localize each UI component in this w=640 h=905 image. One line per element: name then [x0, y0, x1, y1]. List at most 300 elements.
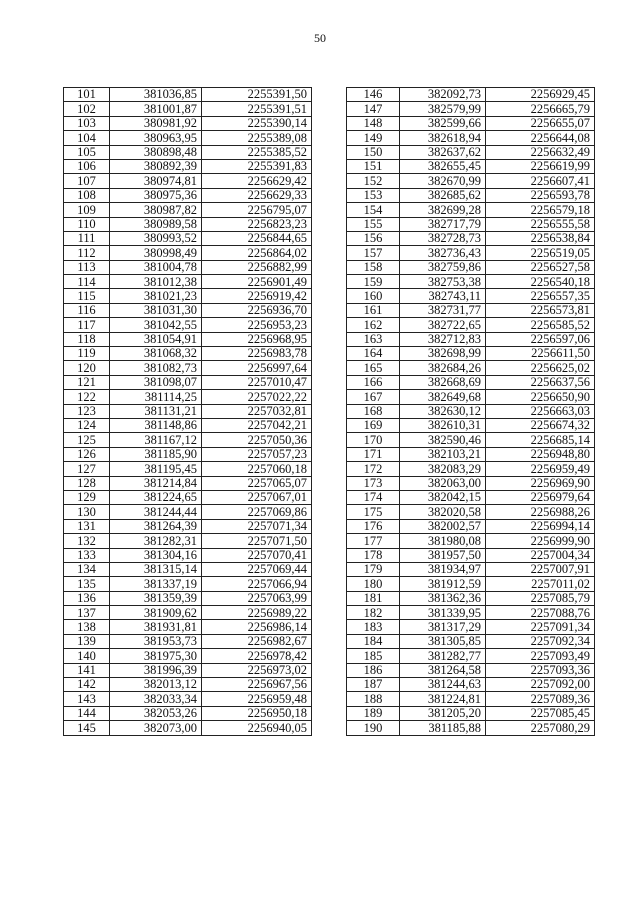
table-row: [64, 174, 312, 188]
point-number-cell: 144: [64, 706, 110, 720]
x-coordinate-cell: 381304,16: [110, 548, 202, 562]
y-coordinate-cell: 2256685,14: [486, 433, 595, 447]
x-coordinate-cell: 382759,86: [400, 260, 486, 274]
x-coordinate-cell: 382753,38: [400, 275, 486, 289]
x-coordinate-cell: 382063,00: [400, 476, 486, 490]
y-coordinate-cell: 2257092,00: [486, 678, 595, 692]
point-number-cell: 115: [64, 289, 110, 303]
y-coordinate-cell: 2256823,23: [202, 217, 312, 231]
table-row: [347, 174, 595, 188]
point-number-cell: 145: [64, 721, 110, 735]
x-coordinate-cell: 381337,19: [110, 577, 202, 591]
point-number-cell: 159: [347, 275, 400, 289]
x-coordinate-cell: 382630,12: [400, 404, 486, 418]
point-number-cell: 133: [64, 548, 110, 562]
table-row: [347, 663, 595, 677]
y-coordinate-cell: 2256968,95: [202, 332, 312, 346]
y-coordinate-cell: 2256901,49: [202, 275, 312, 289]
y-coordinate-cell: 2256979,64: [486, 490, 595, 504]
point-number-cell: 183: [347, 620, 400, 634]
point-number-cell: 162: [347, 318, 400, 332]
point-number-cell: 171: [347, 447, 400, 461]
table-row: [347, 217, 595, 231]
table-row: [64, 347, 312, 361]
y-coordinate-cell: 2256969,90: [486, 476, 595, 490]
table-row: [64, 318, 312, 332]
x-coordinate-cell: 382618,94: [400, 131, 486, 145]
x-coordinate-cell: 382599,66: [400, 116, 486, 130]
table-row: [64, 303, 312, 317]
y-coordinate-cell: 2256593,78: [486, 188, 595, 202]
x-coordinate-cell: 381167,12: [110, 433, 202, 447]
y-coordinate-cell: 2256625,02: [486, 361, 595, 375]
x-coordinate-cell: 381264,58: [400, 663, 486, 677]
table-row: [64, 246, 312, 260]
y-coordinate-cell: 2256663,03: [486, 404, 595, 418]
table-row: [347, 490, 595, 504]
table-row: [347, 332, 595, 346]
table-row: [347, 606, 595, 620]
y-coordinate-cell: 2256611,50: [486, 347, 595, 361]
table-row: [64, 634, 312, 648]
point-number-cell: 148: [347, 116, 400, 130]
x-coordinate-cell: 382042,15: [400, 490, 486, 504]
x-coordinate-cell: 381996,39: [110, 663, 202, 677]
point-number-cell: 182: [347, 606, 400, 620]
point-number-cell: 126: [64, 447, 110, 461]
table-row: [64, 361, 312, 375]
point-number-cell: 184: [347, 634, 400, 648]
point-number-cell: 187: [347, 678, 400, 692]
x-coordinate-cell: 382579,99: [400, 102, 486, 116]
table-row: [64, 534, 312, 548]
y-coordinate-cell: 2257022,22: [202, 390, 312, 404]
x-coordinate-cell: 382668,69: [400, 375, 486, 389]
x-coordinate-cell: 382053,26: [110, 706, 202, 720]
x-coordinate-cell: 382698,99: [400, 347, 486, 361]
x-coordinate-cell: 382743,11: [400, 289, 486, 303]
y-coordinate-cell: 2256655,07: [486, 116, 595, 130]
y-coordinate-cell: 2257065,07: [202, 476, 312, 490]
table-row: [64, 519, 312, 533]
x-coordinate-cell: 382717,79: [400, 217, 486, 231]
x-coordinate-cell: 381082,73: [110, 361, 202, 375]
x-coordinate-cell: 382722,65: [400, 318, 486, 332]
y-coordinate-cell: 2257060,18: [202, 462, 312, 476]
y-coordinate-cell: 2257089,36: [486, 692, 595, 706]
point-number-cell: 185: [347, 649, 400, 663]
point-number-cell: 128: [64, 476, 110, 490]
x-coordinate-cell: 381934,97: [400, 562, 486, 576]
x-coordinate-cell: 382092,73: [400, 88, 486, 102]
y-coordinate-cell: 2255390,14: [202, 116, 312, 130]
coordinates-table-left: [63, 87, 312, 736]
y-coordinate-cell: 2256585,52: [486, 318, 595, 332]
y-coordinate-cell: 2257057,23: [202, 447, 312, 461]
point-number-cell: 175: [347, 505, 400, 519]
x-coordinate-cell: 381244,44: [110, 505, 202, 519]
point-number-cell: 161: [347, 303, 400, 317]
x-coordinate-cell: 381054,91: [110, 332, 202, 346]
y-coordinate-cell: 2256527,58: [486, 260, 595, 274]
x-coordinate-cell: 380892,39: [110, 159, 202, 173]
x-coordinate-cell: 382033,34: [110, 692, 202, 706]
x-coordinate-cell: 382699,28: [400, 203, 486, 217]
table-row: [64, 404, 312, 418]
table-row: [64, 505, 312, 519]
table-row: [64, 721, 312, 735]
y-coordinate-cell: 2257011,02: [486, 577, 595, 591]
table-row: [347, 102, 595, 116]
x-coordinate-cell: 382655,45: [400, 159, 486, 173]
x-coordinate-cell: 381004,78: [110, 260, 202, 274]
y-coordinate-cell: 2257071,50: [202, 534, 312, 548]
table-row: [64, 678, 312, 692]
point-number-cell: 163: [347, 332, 400, 346]
table-row: [347, 505, 595, 519]
table-row: [347, 721, 595, 735]
table-row: [64, 476, 312, 490]
x-coordinate-cell: 382002,57: [400, 519, 486, 533]
point-number-cell: 118: [64, 332, 110, 346]
table-row: [347, 361, 595, 375]
x-coordinate-cell: 380975,36: [110, 188, 202, 202]
point-number-cell: 106: [64, 159, 110, 173]
point-number-cell: 122: [64, 390, 110, 404]
point-number-cell: 166: [347, 375, 400, 389]
point-number-cell: 110: [64, 217, 110, 231]
y-coordinate-cell: 2257067,01: [202, 490, 312, 504]
y-coordinate-cell: 2256988,26: [486, 505, 595, 519]
point-number-cell: 121: [64, 375, 110, 389]
table-row: [64, 433, 312, 447]
y-coordinate-cell: 2255389,08: [202, 131, 312, 145]
table-row: [347, 375, 595, 389]
table-row: [347, 88, 595, 102]
x-coordinate-cell: 381912,59: [400, 577, 486, 591]
point-number-cell: 129: [64, 490, 110, 504]
y-coordinate-cell: 2256936,70: [202, 303, 312, 317]
y-coordinate-cell: 2256632,49: [486, 145, 595, 159]
table-row: [64, 131, 312, 145]
point-number-cell: 125: [64, 433, 110, 447]
x-coordinate-cell: 381131,21: [110, 404, 202, 418]
table-row: [64, 620, 312, 634]
table-row: [347, 418, 595, 432]
table-row: [64, 145, 312, 159]
x-coordinate-cell: 382736,43: [400, 246, 486, 260]
y-coordinate-cell: 2257069,44: [202, 562, 312, 576]
y-coordinate-cell: 2257069,86: [202, 505, 312, 519]
point-number-cell: 146: [347, 88, 400, 102]
x-coordinate-cell: 381185,88: [400, 721, 486, 735]
x-coordinate-cell: 381317,29: [400, 620, 486, 634]
y-coordinate-cell: 2257004,34: [486, 548, 595, 562]
table-row: [64, 289, 312, 303]
table-row: [64, 462, 312, 476]
x-coordinate-cell: 381339,95: [400, 606, 486, 620]
table-row: [64, 591, 312, 605]
y-coordinate-cell: 2256607,41: [486, 174, 595, 188]
y-coordinate-cell: 2255391,50: [202, 88, 312, 102]
y-coordinate-cell: 2256557,35: [486, 289, 595, 303]
table-row: [347, 447, 595, 461]
y-coordinate-cell: 2256650,90: [486, 390, 595, 404]
table-row: [347, 303, 595, 317]
y-coordinate-cell: 2256629,42: [202, 174, 312, 188]
point-number-cell: 174: [347, 490, 400, 504]
y-coordinate-cell: 2256940,05: [202, 721, 312, 735]
table-row: [347, 246, 595, 260]
x-coordinate-cell: 381305,85: [400, 634, 486, 648]
y-coordinate-cell: 2256644,08: [486, 131, 595, 145]
x-coordinate-cell: 382670,99: [400, 174, 486, 188]
y-coordinate-cell: 2257007,91: [486, 562, 595, 576]
y-coordinate-cell: 2257063,99: [202, 591, 312, 605]
point-number-cell: 153: [347, 188, 400, 202]
x-coordinate-cell: 381931,81: [110, 620, 202, 634]
table-row: [64, 188, 312, 202]
point-number-cell: 127: [64, 462, 110, 476]
table-row: [347, 534, 595, 548]
table-row: [64, 88, 312, 102]
point-number-cell: 101: [64, 88, 110, 102]
table-row: [347, 706, 595, 720]
table-row: [347, 145, 595, 159]
point-number-cell: 140: [64, 649, 110, 663]
point-number-cell: 181: [347, 591, 400, 605]
x-coordinate-cell: 380974,81: [110, 174, 202, 188]
x-coordinate-cell: 382590,46: [400, 433, 486, 447]
x-coordinate-cell: 381214,84: [110, 476, 202, 490]
point-number-cell: 124: [64, 418, 110, 432]
table-row: [64, 332, 312, 346]
point-number-cell: 170: [347, 433, 400, 447]
y-coordinate-cell: 2257093,49: [486, 649, 595, 663]
x-coordinate-cell: 382637,62: [400, 145, 486, 159]
y-coordinate-cell: 2255385,52: [202, 145, 312, 159]
y-coordinate-cell: 2256597,06: [486, 332, 595, 346]
y-coordinate-cell: 2256967,56: [202, 678, 312, 692]
y-coordinate-cell: 2256994,14: [486, 519, 595, 533]
point-number-cell: 154: [347, 203, 400, 217]
table-row: [347, 188, 595, 202]
table-row: [347, 433, 595, 447]
x-coordinate-cell: 380998,49: [110, 246, 202, 260]
table-row: [347, 591, 595, 605]
table-row: [64, 203, 312, 217]
y-coordinate-cell: 2256986,14: [202, 620, 312, 634]
point-number-cell: 142: [64, 678, 110, 692]
table-row: [347, 562, 595, 576]
y-coordinate-cell: 2256959,48: [202, 692, 312, 706]
table-row: [64, 562, 312, 576]
table-row: [347, 476, 595, 490]
x-coordinate-cell: 380987,82: [110, 203, 202, 217]
point-number-cell: 137: [64, 606, 110, 620]
point-number-cell: 155: [347, 217, 400, 231]
point-number-cell: 132: [64, 534, 110, 548]
point-number-cell: 130: [64, 505, 110, 519]
x-coordinate-cell: 382103,21: [400, 447, 486, 461]
y-coordinate-cell: 2256538,84: [486, 231, 595, 245]
x-coordinate-cell: 382731,77: [400, 303, 486, 317]
y-coordinate-cell: 2256619,99: [486, 159, 595, 173]
point-number-cell: 188: [347, 692, 400, 706]
x-coordinate-cell: 381021,23: [110, 289, 202, 303]
y-coordinate-cell: 2257093,36: [486, 663, 595, 677]
x-coordinate-cell: 382020,58: [400, 505, 486, 519]
y-coordinate-cell: 2256637,56: [486, 375, 595, 389]
y-coordinate-cell: 2256864,02: [202, 246, 312, 260]
table-row: [347, 231, 595, 245]
table-row: [347, 462, 595, 476]
x-coordinate-cell: 381205,20: [400, 706, 486, 720]
point-number-cell: 103: [64, 116, 110, 130]
y-coordinate-cell: 2257091,34: [486, 620, 595, 634]
point-number-cell: 108: [64, 188, 110, 202]
point-number-cell: 149: [347, 131, 400, 145]
x-coordinate-cell: 381042,55: [110, 318, 202, 332]
point-number-cell: 180: [347, 577, 400, 591]
point-number-cell: 165: [347, 361, 400, 375]
table-row: [64, 663, 312, 677]
point-number-cell: 136: [64, 591, 110, 605]
coordinates-table-right: [346, 87, 595, 736]
table-row: [64, 490, 312, 504]
table-row: [64, 418, 312, 432]
table-row: [64, 577, 312, 591]
table-row: [347, 159, 595, 173]
table-row: [347, 347, 595, 361]
x-coordinate-cell: 380963,95: [110, 131, 202, 145]
table-row: [347, 275, 595, 289]
y-coordinate-cell: 2256982,67: [202, 634, 312, 648]
table-row: [64, 606, 312, 620]
table-row: [64, 390, 312, 404]
point-number-cell: 117: [64, 318, 110, 332]
x-coordinate-cell: 380898,48: [110, 145, 202, 159]
y-coordinate-cell: 2255391,83: [202, 159, 312, 173]
y-coordinate-cell: 2256795,07: [202, 203, 312, 217]
table-row: [347, 131, 595, 145]
table-row: [347, 620, 595, 634]
table-row: [347, 318, 595, 332]
point-number-cell: 119: [64, 347, 110, 361]
table-row: [347, 678, 595, 692]
y-coordinate-cell: 2256844,65: [202, 231, 312, 245]
table-row: [64, 447, 312, 461]
point-number-cell: 178: [347, 548, 400, 562]
x-coordinate-cell: 382073,00: [110, 721, 202, 735]
x-coordinate-cell: 381036,85: [110, 88, 202, 102]
table-row: [64, 548, 312, 562]
y-coordinate-cell: 2257032,81: [202, 404, 312, 418]
table-row: [347, 404, 595, 418]
y-coordinate-cell: 2257080,29: [486, 721, 595, 735]
table-row: [64, 275, 312, 289]
x-coordinate-cell: 381264,39: [110, 519, 202, 533]
x-coordinate-cell: 381957,50: [400, 548, 486, 562]
table-row: [64, 375, 312, 389]
x-coordinate-cell: 381362,36: [400, 591, 486, 605]
x-coordinate-cell: 381195,45: [110, 462, 202, 476]
y-coordinate-cell: 2257070,41: [202, 548, 312, 562]
y-coordinate-cell: 2257050,36: [202, 433, 312, 447]
table-row: [64, 159, 312, 173]
x-coordinate-cell: 382728,73: [400, 231, 486, 245]
table-row: [64, 706, 312, 720]
x-coordinate-cell: 382013,12: [110, 678, 202, 692]
point-number-cell: 138: [64, 620, 110, 634]
table-row: [347, 116, 595, 130]
y-coordinate-cell: 2256999,90: [486, 534, 595, 548]
x-coordinate-cell: 382083,29: [400, 462, 486, 476]
point-number-cell: 135: [64, 577, 110, 591]
point-number-cell: 186: [347, 663, 400, 677]
x-coordinate-cell: 381114,25: [110, 390, 202, 404]
point-number-cell: 123: [64, 404, 110, 418]
table-row: [347, 260, 595, 274]
x-coordinate-cell: 381012,38: [110, 275, 202, 289]
point-number-cell: 116: [64, 303, 110, 317]
x-coordinate-cell: 381359,39: [110, 591, 202, 605]
y-coordinate-cell: 2256953,23: [202, 318, 312, 332]
y-coordinate-cell: 2256983,78: [202, 347, 312, 361]
y-coordinate-cell: 2256674,32: [486, 418, 595, 432]
point-number-cell: 167: [347, 390, 400, 404]
point-number-cell: 190: [347, 721, 400, 735]
table-row: [347, 692, 595, 706]
point-number-cell: 189: [347, 706, 400, 720]
y-coordinate-cell: 2256973,02: [202, 663, 312, 677]
point-number-cell: 112: [64, 246, 110, 260]
x-coordinate-cell: 381001,87: [110, 102, 202, 116]
x-coordinate-cell: 380993,52: [110, 231, 202, 245]
x-coordinate-cell: 380981,92: [110, 116, 202, 130]
point-number-cell: 156: [347, 231, 400, 245]
y-coordinate-cell: 2256919,42: [202, 289, 312, 303]
y-coordinate-cell: 2257085,79: [486, 591, 595, 605]
point-number-cell: 177: [347, 534, 400, 548]
y-coordinate-cell: 2257092,34: [486, 634, 595, 648]
x-coordinate-cell: 381224,65: [110, 490, 202, 504]
y-coordinate-cell: 2256540,18: [486, 275, 595, 289]
x-coordinate-cell: 381282,77: [400, 649, 486, 663]
table-row: [347, 203, 595, 217]
x-coordinate-cell: 382685,62: [400, 188, 486, 202]
point-number-cell: 176: [347, 519, 400, 533]
point-number-cell: 131: [64, 519, 110, 533]
point-number-cell: 157: [347, 246, 400, 260]
table-row: [347, 649, 595, 663]
x-coordinate-cell: 381244,63: [400, 678, 486, 692]
table-row: [64, 102, 312, 116]
x-coordinate-cell: 382684,26: [400, 361, 486, 375]
point-number-cell: 173: [347, 476, 400, 490]
table-row: [64, 649, 312, 663]
y-coordinate-cell: 2256929,45: [486, 88, 595, 102]
y-coordinate-cell: 2256573,81: [486, 303, 595, 317]
table-row: [347, 519, 595, 533]
point-number-cell: 172: [347, 462, 400, 476]
point-number-cell: 104: [64, 131, 110, 145]
point-number-cell: 114: [64, 275, 110, 289]
x-coordinate-cell: 382712,83: [400, 332, 486, 346]
coordinates-table-right-body: [347, 88, 595, 736]
table-row: [347, 548, 595, 562]
point-number-cell: 107: [64, 174, 110, 188]
